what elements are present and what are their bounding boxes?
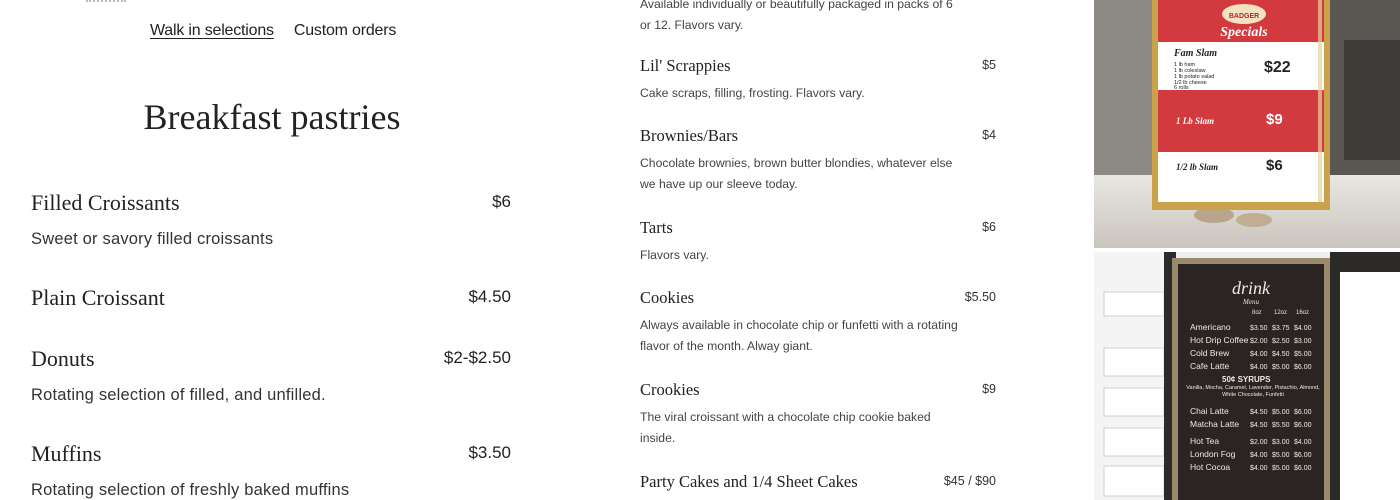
board-syrups-label: 50¢ SYRUPS — [1222, 375, 1271, 384]
menu-item-plain-croissant — [31, 285, 511, 311]
board-price: $3.00 — [1272, 439, 1290, 446]
board-size-label: 16oz — [1296, 310, 1310, 316]
menu-item-party-cakes — [640, 472, 996, 492]
menu-item-cookies — [640, 288, 996, 357]
board-drink-name: Chai Latte — [1190, 406, 1229, 416]
menu-item-description: Sweet or savory filled croissants — [31, 230, 274, 248]
menu-item-description: The viral croissant with a chocolate chip cookie baked inside. — [640, 410, 931, 445]
sign-badge-text: BADGER — [1228, 13, 1260, 20]
menu-item-name: Lil' Scrappies — [640, 56, 731, 75]
board-price: $5.00 — [1272, 409, 1290, 416]
board-price: $4.00 — [1294, 439, 1312, 446]
specials-sign-photo[interactable] — [1094, 0, 1400, 248]
board-price: $5.00 — [1272, 452, 1290, 459]
board-drink-name: Matcha Latte — [1190, 419, 1240, 429]
sign-fam-line: 1 lb potato salad — [1174, 74, 1215, 80]
menu-item-description: Chocolate brownies, brown butter blondies, whatever else we have up our sleeve today. — [640, 156, 953, 191]
board-price: $3.00 — [1294, 338, 1312, 345]
board-price: $6.00 — [1294, 364, 1312, 371]
menu-item-name: Donuts — [31, 346, 95, 371]
menu-item-crookies — [640, 380, 996, 449]
section-title: Breakfast pastries — [143, 97, 401, 137]
menu-item-brownies-bars — [640, 126, 996, 195]
menu-item-name: Filled Croissants — [31, 190, 180, 215]
menu-item-lil-scrappies — [640, 56, 996, 104]
board-price: $3.75 — [1272, 325, 1290, 332]
board-price: $6.00 — [1294, 422, 1312, 429]
sign-fam-line: 1/2 lb cheese — [1174, 80, 1207, 86]
sign-slam2-price: $6 — [1266, 157, 1283, 174]
board-drink-name: Cold Brew — [1190, 348, 1230, 358]
specials-sign-image — [1094, 0, 1400, 248]
menu-item-price: $2-$2.50 — [443, 348, 511, 367]
photo-gallery — [1094, 0, 1400, 500]
board-drink-name: London Fog — [1190, 449, 1236, 459]
board-price: $5.00 — [1294, 351, 1312, 358]
menu-item-price: $5.50 — [964, 290, 996, 304]
menu-item-name: Cookies — [640, 288, 695, 307]
board-drink-name: Hot Tea — [1190, 436, 1220, 446]
menu-item-price: $6 — [982, 220, 996, 234]
drink-board-image — [1094, 252, 1400, 500]
menu-item-price: $4.50 — [468, 287, 511, 306]
sign-slam2-name: 1/2 lb Slam — [1176, 162, 1219, 172]
menu-tabs — [150, 22, 396, 40]
board-price: $5.00 — [1272, 465, 1290, 472]
top-cut-off-decoration — [86, 0, 126, 2]
board-price: $4.50 — [1250, 409, 1268, 416]
board-price: $4.50 — [1272, 351, 1290, 358]
board-price: $4.00 — [1250, 364, 1268, 371]
menu-item-filled-croissants — [31, 190, 511, 249]
menu-item-name: Crookies — [640, 380, 700, 399]
sign-slam1-price: $9 — [1266, 111, 1283, 128]
menu-item-name: Plain Croissant — [31, 285, 165, 310]
board-price: $2.00 — [1250, 338, 1268, 345]
menu-item-description: Rotating selection of filled, and unfilled. — [31, 386, 326, 404]
menu-item-name: Party Cakes and 1/4 Sheet Cakes — [640, 472, 858, 491]
menu-item-name: Tarts — [640, 218, 673, 237]
menu-item-description: Flavors vary. — [640, 248, 709, 262]
board-price: $6.00 — [1294, 452, 1312, 459]
menu-item-tarts — [640, 218, 996, 266]
board-price: $2.00 — [1250, 439, 1268, 446]
sign-fam-price: $22 — [1264, 59, 1291, 76]
drink-board-photo[interactable] — [1094, 252, 1400, 500]
board-price: $4.00 — [1250, 452, 1268, 459]
sign-fam-name: Fam Slam — [1174, 48, 1218, 59]
menu-item-donuts — [31, 346, 511, 405]
menu-item-price: $4 — [982, 128, 996, 142]
sign-slam1-name: 1 Lb Slam — [1176, 116, 1215, 126]
tab-custom-orders[interactable]: Custom orders — [293, 22, 397, 39]
board-drink-name: Hot Cocoa — [1190, 462, 1231, 472]
menu-item-cut-off — [640, 0, 996, 36]
sign-fam-line: 6 rolls — [1174, 85, 1189, 91]
board-price: $3.50 — [1250, 325, 1268, 332]
board-size-label: 12oz — [1274, 310, 1288, 316]
walk-in-menu-column — [0, 0, 560, 500]
menu-item-price: $6 — [492, 192, 511, 211]
menu-item-price: $5 — [982, 58, 996, 72]
menu-item-description: Rotating selection of freshly baked muffins — [31, 481, 350, 499]
tab-walk-in-selections[interactable]: Walk in selections — [150, 22, 274, 39]
board-size-label: 8oz — [1252, 310, 1262, 316]
board-price: $6.00 — [1294, 465, 1312, 472]
sign-fam-line: 1 lb coleslaw — [1174, 68, 1206, 74]
board-price: $2.50 — [1272, 338, 1290, 345]
menu-item-name: Muffins — [31, 441, 102, 466]
board-price: $4.50 — [1250, 422, 1268, 429]
board-price: $6.00 — [1294, 409, 1312, 416]
menu-item-description: Cake scraps, filling, frosting. Flavors vary. — [640, 86, 865, 100]
board-syrups-text: Vanilla, Mocha, Caramel, Lavender, Pistachio, Almond, White Chocolate, Funfetti — [1186, 385, 1320, 398]
sign-fam-line: 1 lb ham — [1174, 62, 1196, 68]
board-drink-name: Hot Drip Coffee — [1190, 335, 1249, 345]
menu-item-name: Brownies/Bars — [640, 126, 739, 145]
board-drink-name: Americano — [1190, 322, 1231, 332]
sign-title-text: Specials — [1220, 25, 1268, 40]
menu-item-muffins — [31, 441, 511, 500]
board-price: $5.50 — [1272, 422, 1290, 429]
board-price: $4.00 — [1250, 465, 1268, 472]
menu-item-price: $9 — [982, 382, 996, 396]
board-drink-name: Cafe Latte — [1190, 361, 1230, 371]
board-price: $4.00 — [1250, 351, 1268, 358]
board-title: drink — [1232, 278, 1270, 298]
board-price: $4.00 — [1294, 325, 1312, 332]
treats-menu-column — [640, 0, 1000, 500]
menu-item-description: Always available in chocolate chip or funfetti with a rotating flavor of the month. Alway giant. — [640, 318, 958, 353]
board-subtitle: Menu — [1243, 298, 1259, 306]
menu-item-price: $45 / $90 — [943, 474, 996, 488]
menu-item-price: $3.50 — [468, 443, 511, 462]
board-price: $5.00 — [1272, 364, 1290, 371]
menu-item-description: Available individually or beautifully packaged in packs of 6 or 12. Flavors vary. — [640, 0, 953, 32]
